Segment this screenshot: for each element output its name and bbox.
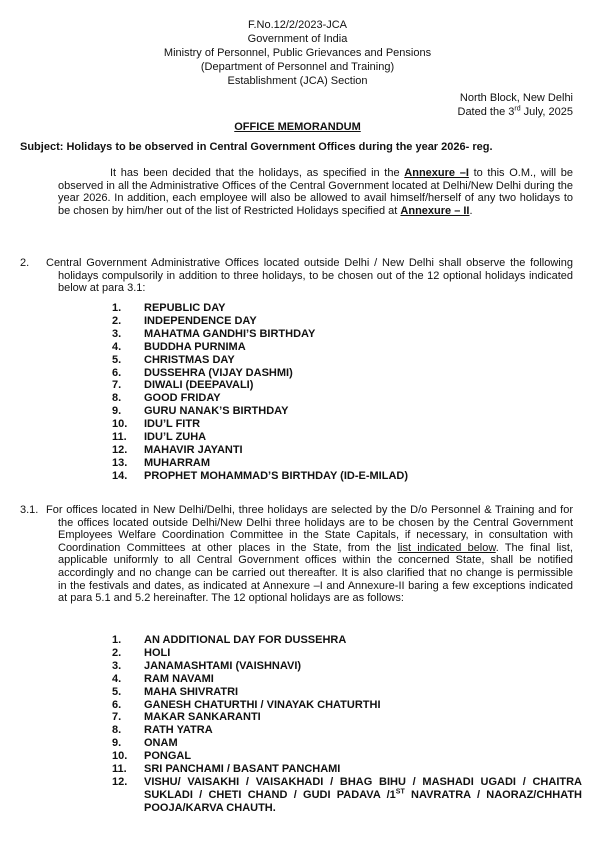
annexure-1-link[interactable]: Annexure –I [404,167,469,179]
list-item [112,328,582,341]
list-item [112,405,582,418]
list-item-number: 1. [112,302,122,314]
list-item-number: 1. [112,634,122,646]
para1-text-b: to this O.M., will be observed in all the Administrative Offices of the Central Government located at Delhi/New Delhi during the year 2026. In addition, each employee will also be allowed to avail himself/herself of any two holidays to be chosen by him/her out of the list of Restricted Holidays specified at [58,167,573,217]
list-item-text: CHRISTMAS DAY [144,353,235,366]
government-name: Government of India [247,33,348,45]
list-indicated-below-link[interactable]: list indicated below [397,541,496,554]
list-item [112,431,582,444]
list-item [112,686,582,699]
date-ordinal: rd [514,105,521,113]
list-item [112,737,582,750]
list-item-number: 11. [112,431,127,444]
place-and-date [458,91,574,119]
list-item [112,647,582,660]
paragraph-1 [58,167,573,217]
list-item [112,470,582,483]
list-item [112,457,582,470]
list-item-number: 10. [112,418,128,431]
list-item [112,699,582,712]
list-item-number: 8. [112,392,122,405]
list-item-number: 2. [112,314,122,327]
list-item-number: 3. [112,327,122,340]
list-item-text: REPUBLIC DAY [144,302,226,314]
department-name: (Department of Personnel and Training) [200,61,395,73]
para2-number: 2. [20,257,30,269]
date-prefix: Dated the 3 [457,106,515,118]
list-item-number: 12. [112,775,128,788]
paragraph-2 [20,257,573,295]
item-12-text-a: VISHU/ VAISAKHI / VAISAKHADI / BHAG BIHU / MASHADI UGADI / CHAITRA SUKLADI / CHETI CHAND / GUDI PADAVA /1 [144,775,582,801]
ministry-name: Ministry of Personnel, Public Grievances and Pensions [163,47,432,59]
compulsory-holidays-list [112,302,582,483]
list-item [112,418,582,431]
list-item [112,673,582,686]
list-item-number: 12. [112,443,128,456]
list-item-text: RAM NAVAMI [144,672,214,685]
list-item-text: IDU’L FITR [144,418,201,431]
list-item-number: 4. [112,340,122,353]
list-item-text: JANAMASHTAMI (VAISHNAVI) [144,659,302,672]
list-item-number: 2. [112,646,122,659]
list-item-text: HOLI [144,646,171,659]
para1-text-c: . [469,204,473,217]
list-item-number: 7. [112,711,122,724]
list-item-text: IDU’L ZUHA [144,431,207,444]
list-item [112,315,582,328]
list-item-text: PROPHET MOHAMMAD’S BIRTHDAY (ID-E-MILAD) [144,469,408,482]
list-item [112,354,582,367]
paragraph-3-1 [20,504,573,605]
list-item-number: 7. [112,379,122,392]
list-item-number: 5. [112,353,122,366]
date-suffix: July, 2025 [520,106,573,118]
letterhead [0,18,595,88]
list-item-text: DUSSEHRA (VIJAY DASHMI) [144,366,293,379]
list-item-text: GANESH CHATURTHI / VINAYAK CHATURTHI [144,698,381,711]
list-item-text: GURU NANAK’S BIRTHDAY [144,405,289,418]
optional-holidays-list [112,634,582,815]
annexure-2-link[interactable]: Annexure – II [400,204,470,217]
date [458,105,574,119]
list-item [112,379,582,392]
list-item-number: 13. [112,456,128,469]
list-item-text: GOOD FRIDAY [144,392,221,405]
list-item-text: MAHATMA GANDHI’S BIRTHDAY [144,327,316,340]
list-item-text: INDEPENDENCE DAY [144,314,257,327]
list-item-text: RATH YATRA [144,724,213,737]
subject-line: Subject: Holidays to be observed in Central Government Offices during the year 2026- reg. [20,141,493,153]
list-item-number: 3. [112,659,122,672]
list-item [112,776,582,815]
list-item [112,763,582,776]
list-item-text: PONGAL [144,750,192,763]
list-item-text: MAHAVIR JAYANTI [144,443,243,456]
list-item [112,444,582,457]
list-item [112,750,582,763]
list-item-number: 9. [112,737,122,750]
list-item-text: MAHA SHIVRATRI [144,685,239,698]
list-item-number: 11. [112,763,127,776]
list-item [112,392,582,405]
list-item [112,634,582,647]
list-item [112,341,582,354]
list-item-text: DIWALI (DEEPAVALI) [144,379,254,392]
para3-text-b: . The final list, applicable uniformly to all Central Government offices within the concerned State, shall be notified accordingly and no change can be carried out thereafter. It is also clarified that no change is permissible in the festivals and dates, as indicated at Annexure –I and Annexure-II baring a few exceptions indicated at para 5.1 and 5.2 hereinafter. The 12 optional holidays are as follows: [58,541,573,605]
list-item-number: 5. [112,685,122,698]
file-number: F.No.12/2/2023-JCA [247,19,348,31]
list-item [112,367,582,380]
list-item [112,711,582,724]
list-item-number: 6. [112,698,122,711]
para3-number: 3.1. [20,504,39,516]
list-item-text: BUDDHA PURNIMA [144,340,246,353]
list-item-number: 4. [112,672,122,685]
item-12-ordinal: ST [395,788,405,796]
para1-text-a: It has been decided that the holidays, as specified in the [110,167,405,179]
para3-text-a: For offices located in New Delhi/Delhi, three holidays are selected by the D/o Personnel & Training and for the offices located outside Delhi/New Delhi three holidays are to be chosen by the Central Government Employees Welfare Coordination Committee in the State Capitals, if necessary, in consultation with Coordination Committees at other places in the State, from the [46,504,573,554]
list-item-text: ONAM [144,737,178,750]
list-item [112,724,582,737]
list-item-number: 10. [112,750,128,763]
list-item [112,302,582,315]
memo-title: OFFICE MEMORANDUM [234,121,361,133]
list-item-text: AN ADDITIONAL DAY FOR DUSSEHRA [144,634,347,646]
section-name: Establishment (JCA) Section [227,75,368,87]
list-item [112,660,582,673]
list-item-text [144,776,582,815]
list-item-number: 9. [112,405,122,418]
item-12-text-b: NAVRATRA / NAORAZ/CHHATH POOJA/KARVA CHAUTH. [144,788,582,814]
location: North Block, New Delhi [459,92,573,104]
list-item-number: 8. [112,724,122,737]
list-item-number: 6. [112,366,122,379]
para2-text: Central Government Administrative Offices located outside Delhi / New Delhi shall observe the following holidays compulsorily in addition to three holidays, to be chosen out of the 12 optional holidays indicated below at para 3.1: [46,257,573,295]
list-item-text: MAKAR SANKARANTI [144,711,261,724]
list-item-text: MUHARRAM [144,456,210,469]
list-item-text: SRI PANCHAMI / BASANT PANCHAMI [144,763,341,776]
list-item-number: 14. [112,469,128,482]
